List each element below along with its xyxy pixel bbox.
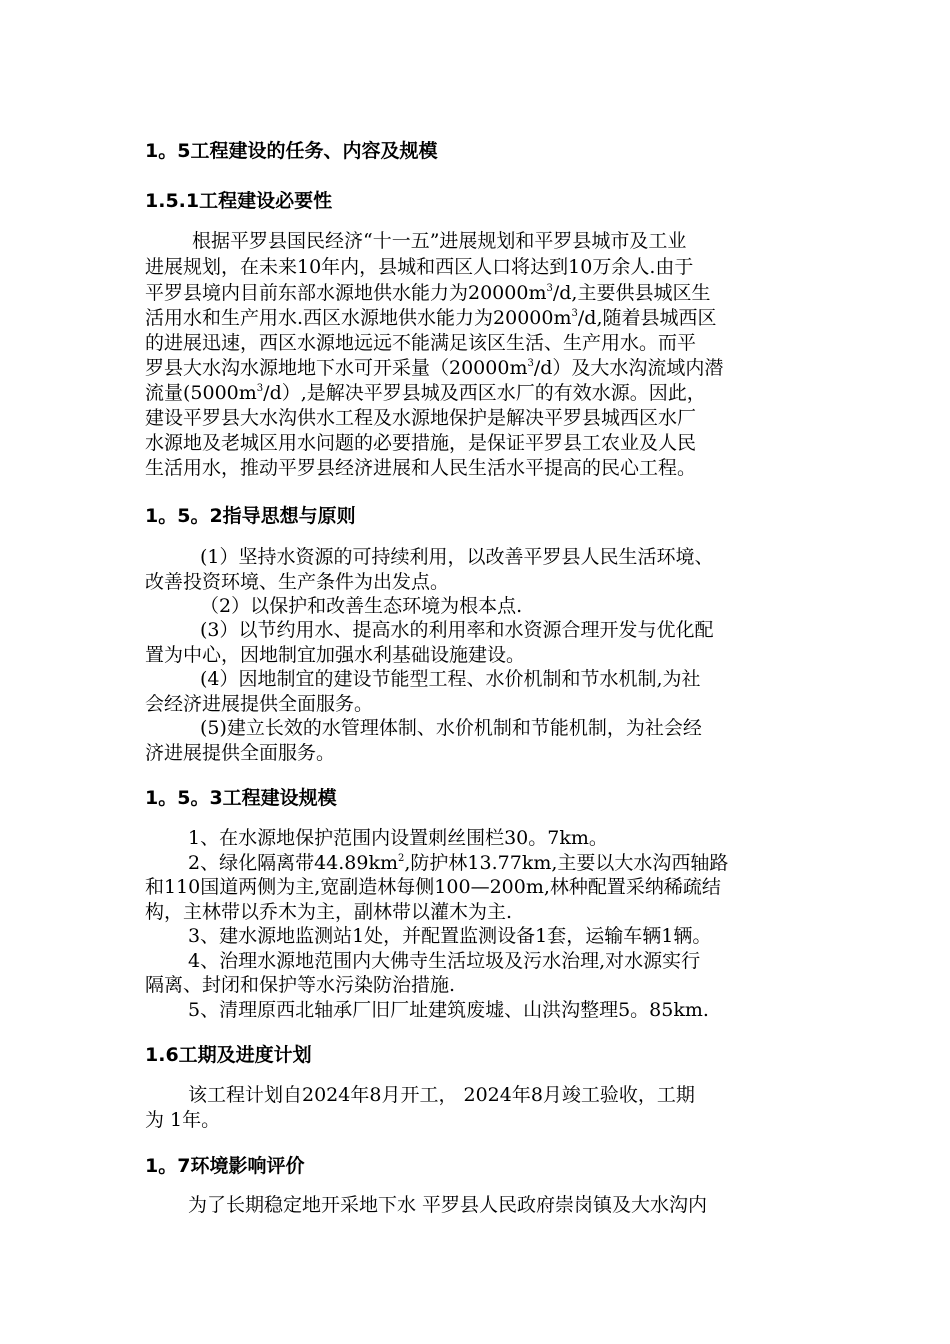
paragraph-line: 进展规划，在未来10年内，县城和西区人口将达到10万余人.由于 xyxy=(145,256,694,278)
superscript: 3 xyxy=(571,308,578,319)
heading-1-5-3: 1。5。3工程建设规模 xyxy=(145,787,337,809)
paragraph-line: (4）因地制宜的建设节能型工程、水价机制和节水机制,为社 xyxy=(200,668,701,690)
paragraph-line: 为了长期稳定地开采地下水 平罗县人民政府崇岗镇及大水沟内 xyxy=(188,1194,708,1216)
paragraph-line: 4、治理水源地范围内大佛寺生活垃圾及污水治理,对水源实行 xyxy=(188,950,701,972)
paragraph-line: 和110国道两侧为主,宽副造林每侧100—200m,林种配置采纳稀疏结 xyxy=(145,876,721,898)
paragraph-line: 活用水和生产用水.西区水源地供水能力为$20000m^3/d$,随着县城西区 xyxy=(145,307,717,329)
paragraph-line: 隔离、封闭和保护等水污染防治措施. xyxy=(145,974,456,996)
paragraph-line: 3、建水源地监测站1处，并配置监测设备1套，运输车辆1辆。 xyxy=(188,925,712,947)
paragraph-line: 构，主林带以乔木为主，副林带以灌木为主. xyxy=(145,901,513,923)
paragraph-line: 2、绿化隔离带$44.89km^2$,防护林13.77km,主要以大水沟西轴路 xyxy=(188,852,729,874)
heading-1-6: 1.6工期及进度计划 xyxy=(145,1044,312,1066)
paragraph-line: 该工程计划自2024年8月开工， 2024年8月竣工验收，工期 xyxy=(188,1084,695,1106)
paragraph-line: 5、清理原西北轴承厂旧厂址建筑废墟、山洪沟整理5。85km. xyxy=(188,999,709,1021)
superscript: 3 xyxy=(256,383,264,394)
paragraph-line: (3）以节约用水、提高水的利用率和水资源合理开发与优化配 xyxy=(200,619,714,641)
superscript: 2 xyxy=(398,853,405,864)
paragraph-line: （2）以保护和改善生态环境为根本点. xyxy=(200,595,523,617)
paragraph-line: (1）坚持水资源的可持续利用，以改善平罗县人民生活环境、 xyxy=(200,546,714,568)
paragraph-line: 水源地及老城区用水问题的必要措施，是保证平罗县工农业及人民 xyxy=(145,432,697,454)
heading-1-5: 1。5工程建设的任务、内容及规模 xyxy=(145,140,438,162)
superscript: 3 xyxy=(527,358,534,369)
paragraph-line: 生活用水，推动平罗县经济进展和人民生活水平提高的民心工程。 xyxy=(145,457,697,479)
paragraph-line: 会经济进展提供全面服务。 xyxy=(145,693,374,715)
paragraph-line: 的进展迅速，西区水源地远远不能满足该区生活、生产用水。而平 xyxy=(145,332,697,354)
paragraph-line: 根据平罗县国民经济“十一五”进展规划和平罗县城市及工业 xyxy=(192,230,687,252)
heading-1-7: 1。7环境影响评价 xyxy=(145,1155,305,1177)
paragraph-line: 1、在水源地保护范围内设置刺丝围栏30。7km。 xyxy=(188,827,608,849)
paragraph-line: 置为中心，因地制宜加强水利基础设施建设。 xyxy=(145,644,526,666)
heading-1-5-1: 1.5.1工程建设必要性 xyxy=(145,190,333,212)
paragraph-line: (5)建立长效的水管理体制、水价机制和节能机制，为社会经 xyxy=(200,717,702,739)
paragraph-line: 罗县大水沟水源地地下水可开采量$(20000m^3/d)$及大水沟流域内潜 xyxy=(145,357,724,379)
paragraph-line: 改善投资环境、生产条件为出发点。 xyxy=(145,571,450,593)
superscript: 3 xyxy=(546,283,553,294)
paragraph-line: 平罗县境内目前东部水源地供水能力为$20000m^3/d$,主要供县城区生 xyxy=(145,282,711,304)
heading-1-5-2: 1。5。2指导思想与原则 xyxy=(145,505,356,527)
paragraph-line: 建设平罗县大水沟供水工程及水源地保护是解决平罗县城西区水厂 xyxy=(145,407,697,429)
paragraph-line: 济进展提供全面服务。 xyxy=(145,742,336,764)
paragraph-line: 流量$(5000m^3/d)$,是解决平罗县城及西区水厂的有效水源。因此， xyxy=(145,382,706,404)
paragraph-line: 为 1年。 xyxy=(145,1109,221,1131)
